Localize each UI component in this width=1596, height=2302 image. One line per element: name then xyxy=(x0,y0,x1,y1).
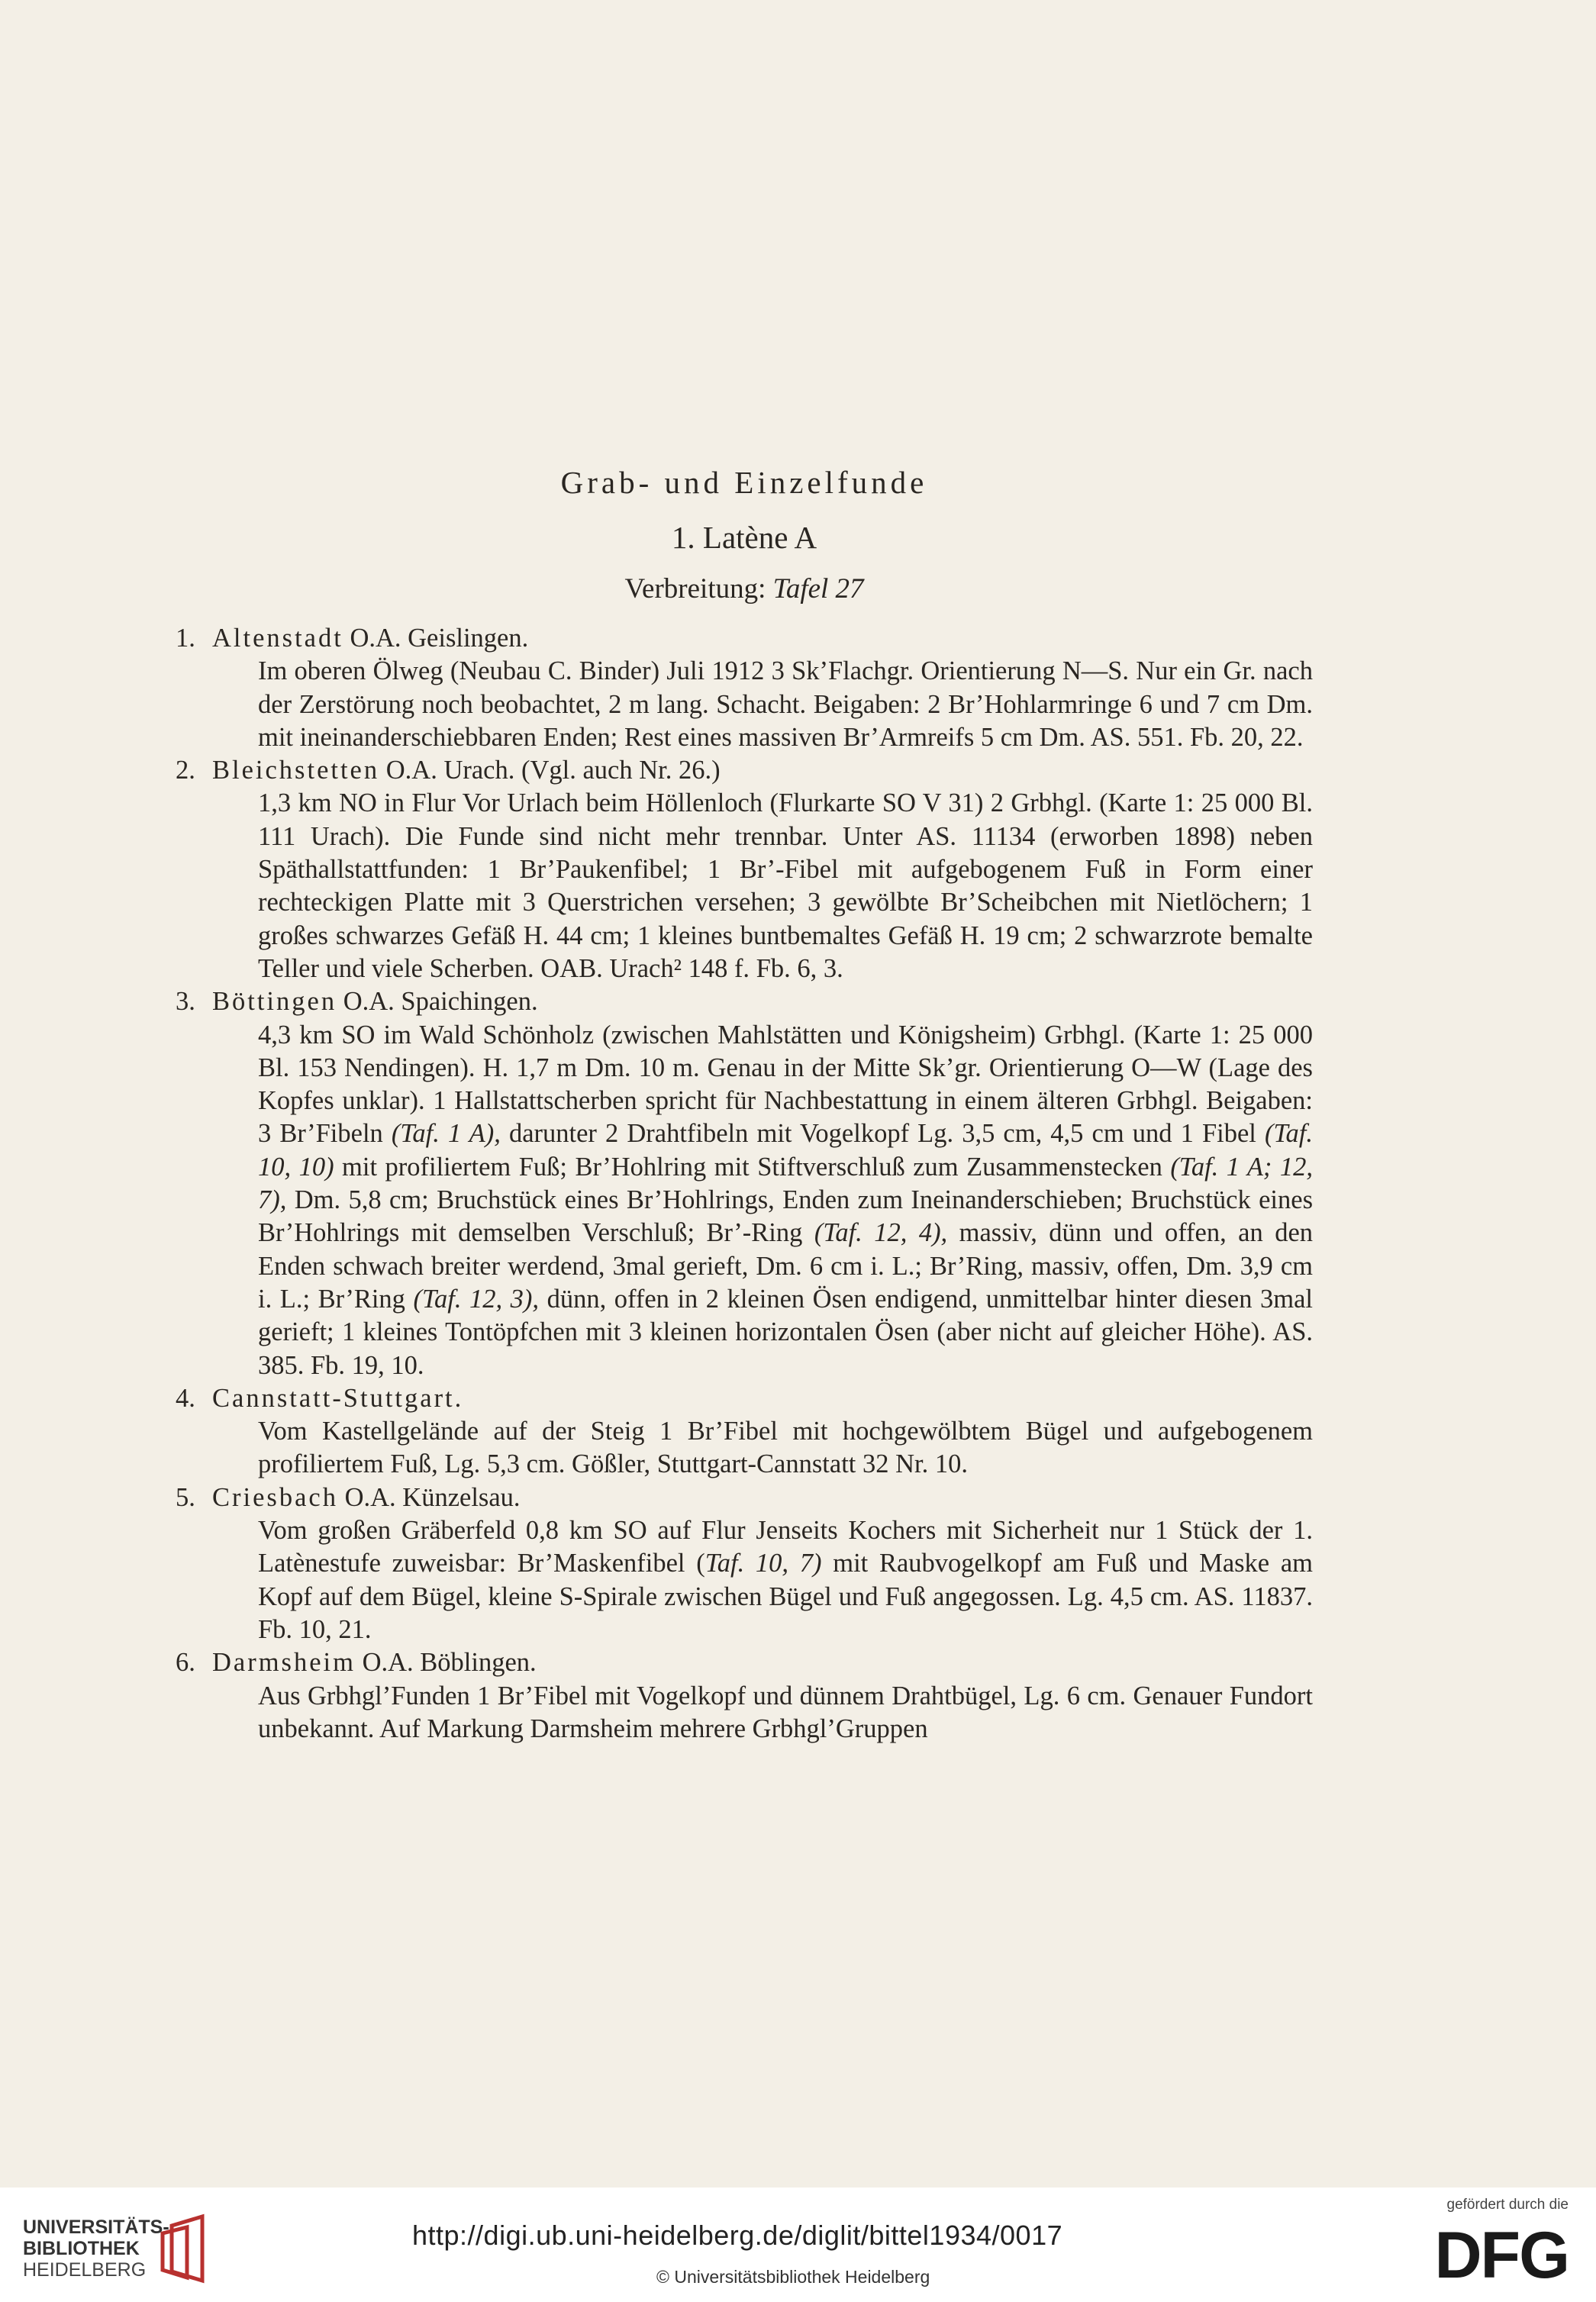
entry xyxy=(176,1382,1313,1481)
funding-note: gefördert durch die xyxy=(1446,2197,1569,2213)
entry-number: 5. xyxy=(176,1482,195,1512)
body-text: massiv, dünn und offen, an den Enden schwach breiter werdend, 3mal gerieft, Dm. 6 cm i. L.; Br’Ring, massiv, offen, Dm. 3,9 cm i. L.; Br’Ring xyxy=(258,1218,1314,1314)
entry-place: Altenstadt xyxy=(212,624,343,653)
entry xyxy=(176,754,1313,985)
library-name-line: UNIVERSITÄTS- xyxy=(23,2217,169,2238)
dfg-logo: DFG xyxy=(1434,2219,1569,2292)
distribution-note xyxy=(176,572,1313,605)
body-text: Dm. 5,8 cm; Bruchstück eines Br’Hohlrings, Enden zum Ineinanderschieben; Bruchstück eines Br’Hohlrings mit demselben Verschluß; Br’-Ring xyxy=(258,1185,1313,1248)
entry-district: O.A. Geislingen. xyxy=(350,624,529,653)
entry-place: Cannstatt-Stuttgart. xyxy=(212,1383,464,1413)
subsection-title: 1. Latène A xyxy=(671,520,817,555)
entry xyxy=(176,622,1313,754)
entry-place: Darmsheim xyxy=(212,1648,356,1678)
entry-heading xyxy=(176,754,1313,787)
entry xyxy=(176,1646,1313,1746)
entry-number: 6. xyxy=(176,1648,195,1678)
entry xyxy=(176,1481,1313,1646)
body-text: darunter 2 Drahtfibeln mit Vogelkopf Lg. 3,5 cm, 4,5 cm und 1 Fibel xyxy=(500,1119,1265,1149)
body-text: mit Raubvogelkopf am Fuß und Maske am Kopf auf dem Bügel, kleine S-Spirale zwischen Bügel und Fuß angegossen. Lg. 4,5 cm. AS. 11837. Fb. 10, 21. xyxy=(258,1549,1313,1644)
entry-number: 4. xyxy=(176,1383,195,1413)
plate-reference: (Taf. 1 A; 12, 7), xyxy=(258,1152,1313,1215)
entry-number: 3. xyxy=(176,987,195,1017)
entry-number: 2. xyxy=(176,756,195,785)
entry-heading xyxy=(176,1382,1313,1415)
entry-list xyxy=(176,622,1313,1746)
plate-reference: (Taf. 12, 4), xyxy=(814,1218,948,1248)
entry-body: Aus Grbhgl’Funden 1 Br’Fibel mit Vogelkopf und dünnem Drahtbügel, Lg. 6 cm. Genauer Fundort unbekannt. Auf Markung Darmsheim mehrere Grbhgl’Gruppen xyxy=(258,1681,1313,1743)
entry-district: O.A. Spaichingen. xyxy=(343,987,538,1017)
plate-reference: (Taf. 12, 3), xyxy=(413,1284,540,1314)
plate-reference: (Taf. 1 A), xyxy=(391,1119,501,1149)
section-title: Grab- und Einzelfunde xyxy=(560,465,928,500)
copyright-notice: © Universitätsbibliothek Heidelberg xyxy=(656,2267,930,2287)
entry-body: Im oberen Ölweg (Neubau C. Binder) Juli 1912 3 Sk’Flachgr. Orientierung N—S. Nur ein Gr. nach der Zerstörung noch beobachtet, 2 m lang. Schacht. Beigaben: 2 Br’Hohlarmringe 6 und 7 cm Dm. mit ineinanderschiebbaren Enden; Rest eines massiven Br’Armreifs 5 cm Dm. AS. 551. Fb. 20, 22. xyxy=(258,656,1313,752)
body-text: dünn, offen in 2 kleinen Ösen endigend, unmittelbar hinter diesen 3mal gerieft; 1 kleines Tontöpfchen mit 3 kleinen horizontalen Ösen (aber nicht auf gleicher Höhe). AS. 385. Fb. 19, 10. xyxy=(258,1284,1313,1380)
entry-body xyxy=(258,1514,1313,1646)
entry-place: Bleichstetten xyxy=(212,756,380,785)
entry-number: 1. xyxy=(176,624,195,653)
plate-reference: Taf. 10, 7) xyxy=(704,1549,822,1578)
entry-heading xyxy=(176,622,1313,655)
library-name xyxy=(23,2217,169,2281)
library-name-line: HEIDELBERG xyxy=(23,2259,147,2281)
entry-body: 1,3 km NO in Flur Vor Urlach beim Höllenloch (Flurkarte SO V 31) 2 Grbhgl. (Karte 1: 25 000 Bl. 111 Urach). Die Funde sind nicht mehr trennbar. Unter AS. 11134 (erworben 1898) neben Späthallstattfunden: 1 Br’Paukenfibel; 1 Br’-Fibel mit aufgebogenem Fuß in Form einer rechteckigen Platte mit 3 Querstrichen versehen; 3 gewölbte Br’Scheibchen mit Nietlöchern; 1 großes schwarzes Gefäß H. 44 cm; 1 kleines buntbemaltes Gefäß H. 19 cm; 2 schwarzrote bemalte Teller und viele Scherben. OAB. Urach² 148 f. Fb. 6, 3. xyxy=(258,788,1313,983)
entry-district: O.A. Böblingen. xyxy=(362,1648,537,1678)
entry xyxy=(176,985,1313,1382)
entry-body xyxy=(258,1019,1313,1382)
body-text: mit profiliertem Fuß; Br’Hohlring mit Stiftverschluß zum Zusammenstecken xyxy=(334,1152,1171,1182)
body-text: 4,3 km SO im Wald Schönholz (zwischen Mahlstätten und Königsheim) Grbhgl. (Karte 1: 25 000 Bl. 153 Nendingen). H. 1,7 m Dm. 10 m. Genau in der Mitte Sk’gr. Orientierung O—W (Lage des Kopfes unklar). 1 Hallstattscherben spricht für Nachbestattung in einem älteren Grbhgl. Beigaben: 3 Br’Fibeln xyxy=(258,1020,1313,1149)
entry-place: Criesbach xyxy=(212,1482,338,1512)
entry-heading xyxy=(176,1481,1313,1514)
entry-district: O.A. Künzelsau. xyxy=(344,1482,521,1512)
digitization-footer xyxy=(0,2188,1596,2302)
source-url-link[interactable]: http://digi.ub.uni-heidelberg.de/diglit/bittel1934/0017 xyxy=(412,2220,1063,2251)
library-name-line: BIBLIOTHEK xyxy=(23,2238,140,2259)
distribution-ref: Tafel 27 xyxy=(772,573,864,605)
distribution-label: Verbreitung: xyxy=(624,573,766,605)
library-logo-icon xyxy=(156,2210,218,2287)
entry-district: O.A. Urach. (Vgl. auch Nr. 26.) xyxy=(385,756,721,785)
entry-heading xyxy=(176,985,1313,1018)
entry-place: Böttingen xyxy=(212,987,337,1017)
entry-heading xyxy=(176,1646,1313,1679)
plate-reference: (Taf. 10, 10) xyxy=(258,1119,1313,1182)
body-text: Vom großen Gräberfeld 0,8 km SO auf Flur Jenseits Kochers mit Sicherheit nur 1 Stück der 1. Latènestufe zuweisbar: Br’Maskenfibel ( xyxy=(258,1516,1313,1578)
entry-body: Vom Kastellgelände auf der Steig 1 Br’Fibel mit hochgewölbtem Bügel und aufgebogenem profiliertem Fuß, Lg. 5,3 cm. Gößler, Stuttgart-Cannstatt 32 Nr. 10. xyxy=(258,1417,1313,1479)
